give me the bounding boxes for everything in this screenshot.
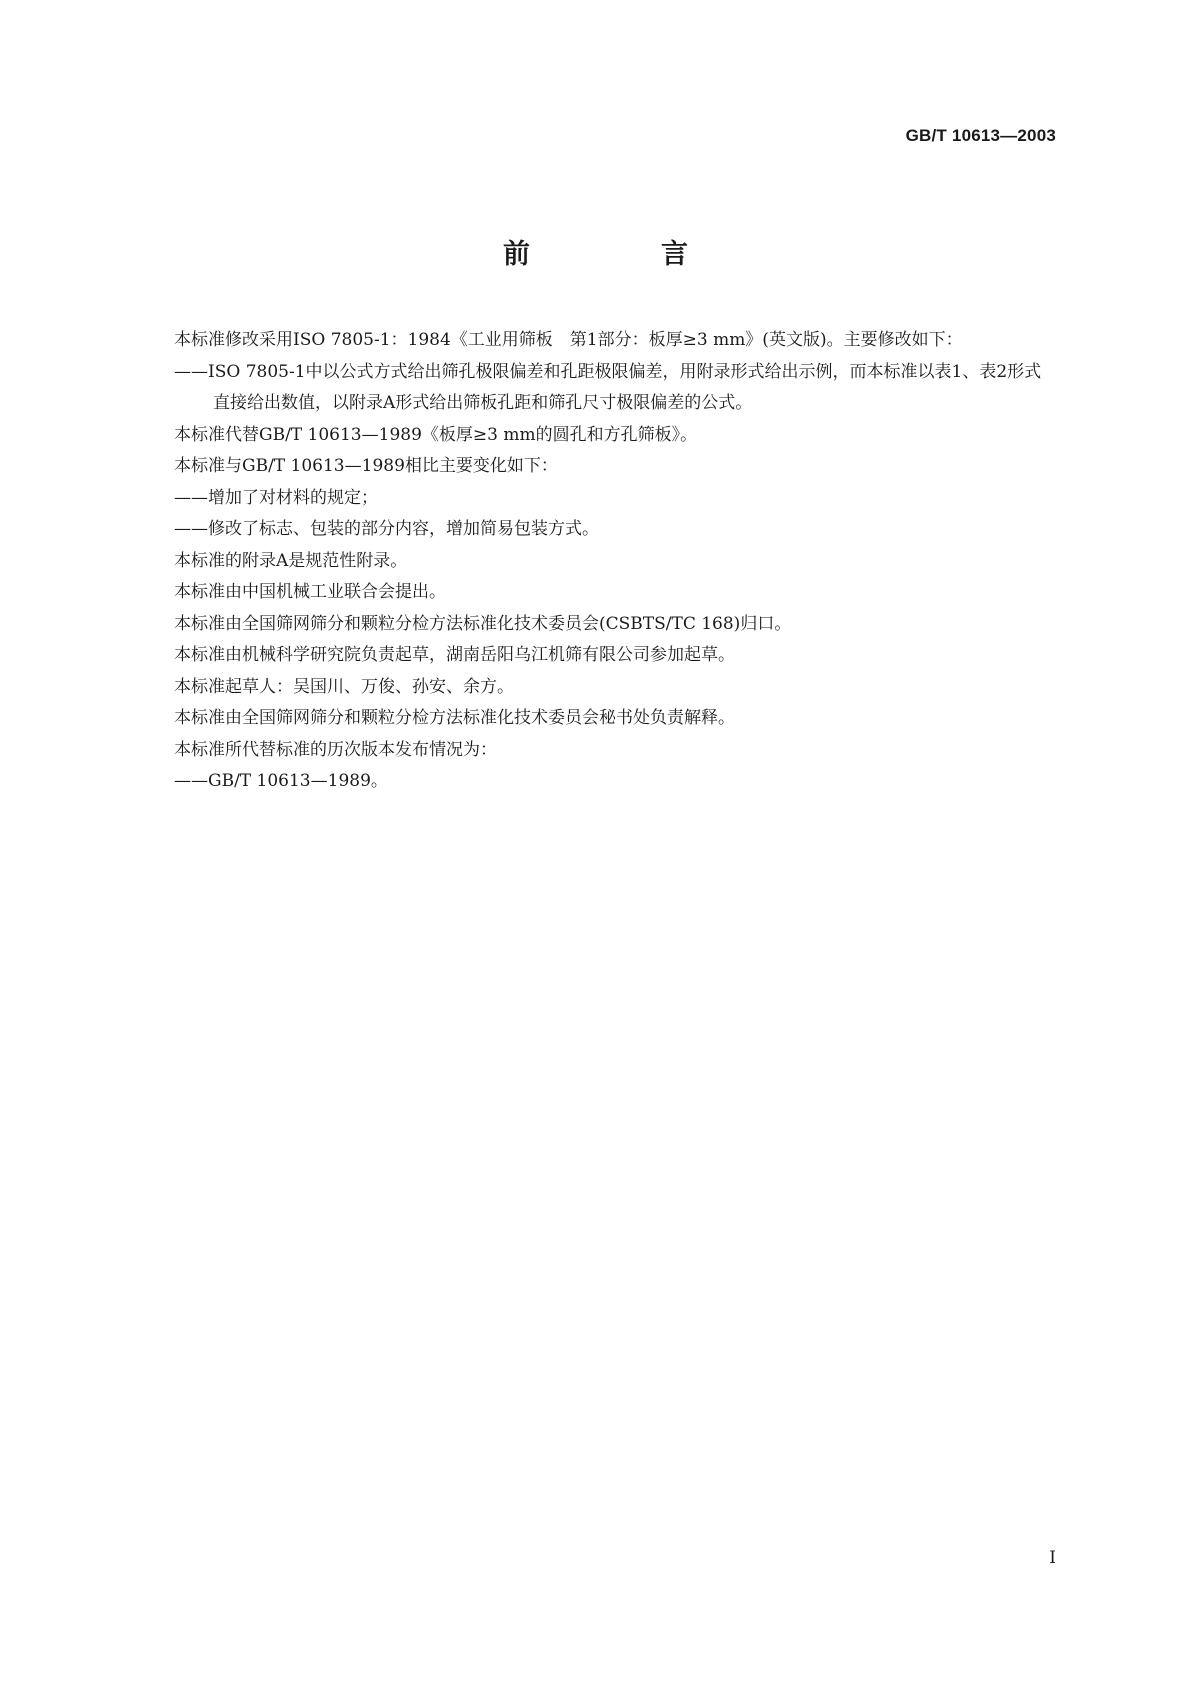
- paragraph-changes-intro: 本标准与GB/T 10613—1989相比主要变化如下：: [174, 456, 558, 476]
- paragraph-annex: 本标准的附录A是规范性附录。: [174, 550, 408, 571]
- foreword-body: [135, 325, 1057, 798]
- list-item-marking-packaging: ——修改了标志、包装的部分内容，增加简易包装方式。: [174, 519, 599, 539]
- paragraph-adoption: 本标准修改采用ISO 7805-1：1984《工业用筛板 第1部分：板厚≥3 mm》(英文版)。主要修改如下：: [174, 330, 963, 350]
- paragraph-drafters: 本标准起草人：吴国川、万俊、孙安、余方。: [174, 676, 514, 697]
- paragraph-replaces: 本标准代替GB/T 10613—1989《板厚≥3 mm的圆孔和方孔筛板》。: [174, 424, 698, 445]
- page-number: I: [1049, 1548, 1056, 1568]
- page-title: 前 言: [503, 239, 740, 270]
- paragraph-history-intro: 本标准所代替标准的历次版本发布情况为：: [174, 739, 497, 760]
- standard-code: GB/T 10613—2003: [905, 126, 1056, 145]
- paragraph-proposed-by: 本标准由中国机械工业联合会提出。: [174, 582, 446, 602]
- list-item-history-version: ——GB/T 10613—1989。: [174, 771, 388, 791]
- paragraph-under-jurisdiction: 本标准由全国筛网筛分和颗粒分检方法标准化技术委员会(CSBTS/TC 168)归口。: [174, 613, 792, 634]
- paragraph-drafted-by: 本标准由机械科学研究院负责起草，湖南岳阳乌江机筛有限公司参加起草。: [174, 645, 735, 665]
- paragraph-interpretation: 本标准由全国筛网筛分和颗粒分检方法标准化技术委员会秘书处负责解释。: [174, 708, 735, 728]
- list-item-materials: ——增加了对材料的规定；: [174, 487, 378, 508]
- list-item-modification: ——ISO 7805-1中以公式方式给出筛孔极限偏差和孔距极限偏差，用附录形式给出示例，而本标准以表1、表2形式直接给出数值，以附录A形式给出筛板孔距和筛孔尺寸极限偏差的公式。: [174, 361, 1042, 413]
